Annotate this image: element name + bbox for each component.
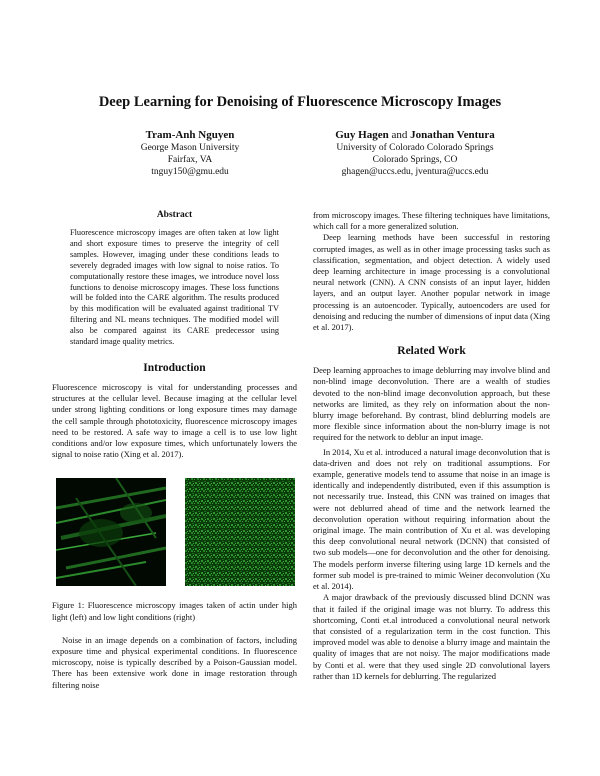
author-name: Tram-Anh Nguyen — [145, 129, 235, 141]
abstract-heading: Abstract — [156, 210, 193, 220]
paper-title: Deep Learning for Denoising of Fluorescence Microscopy Images — [98, 94, 502, 110]
section-heading-introduction: Introduction — [143, 361, 206, 374]
body-paragraph: from microscopy images. These filtering techniques have limitations, which call for a more generalized solution. — [313, 210, 550, 232]
section-heading-related-work: Related Work — [397, 345, 466, 358]
related-work-paragraph: In 2014, Xu et al. introduced a natural image deconvolution that is data-driven and does not rely on traditional assumptions. For example, generative models tend to assume that noise in an image is identically and independently distributed, even if this assumption is not necessarily true. Instead, this CNN was trained on images that were not deblurred ahead of time and the network learned the deconvolution operation without requiring information about the original image. The main contribution of Xu et al. was developing this deep convolutional neural network (DCNN) that consisted of two sub models—one for deconvolution and the other for denoising. The models perform inverse filtering using large 1D kernels and the former sub model is pre-trained to mimic Weiner deconvolution (Xu et al. 2014). — [313, 446, 550, 592]
figure-caption: Figure 1: Fluorescence microscopy images taken of actin under high light (left) and low light conditions (right) — [52, 600, 297, 622]
author-location: Fairfax, VA — [167, 155, 213, 165]
author-affiliation: University of Colorado Colorado Springs — [336, 143, 494, 153]
figure-image-low-light — [185, 478, 295, 586]
author-conjunction: and — [391, 129, 408, 141]
author-name: Jonathan Ventura — [410, 129, 495, 141]
author-email: tnguy150@gmu.edu — [151, 167, 229, 177]
author-name: Guy Hagen — [335, 129, 389, 141]
left-column — [52, 210, 297, 691]
intro-paragraph: Fluorescence microscopy is vital for understanding processes and structures at the cellular level. Because imaging at the cellular level under strong lighting conditions or long exposure times may damage the cell sample through phototoxicity, fluorescence microscopy images need to be restored. A safe way to image a cell is to use low light conditions and/or low exposure times, which unfortunately lowers the signal to noise ratio (Xing et al. 2017). — [52, 381, 297, 460]
right-column — [313, 210, 550, 682]
author-location: Colorado Springs, CO — [372, 155, 458, 165]
author-affiliation: George Mason University — [140, 143, 240, 153]
author-email: ghagen@uccs.edu, jventura@uccs.edu — [341, 167, 489, 177]
abstract-text: Fluorescence microscopy images are often taken at low light and short exposure times to preserve the integrity of cell samples. However, imaging under these conditions leads to severely degraded images with low signal to noise ratios. To computationally restore these images, we introduce novel loss functions to denoise microscopy images. These loss functions will be folded into the CARE algorithm. The results produced by this modification will be evaluated against traditional TV filtering and NL means techniques. The modified model will also be compared against its CARE predecessor using standard image quality metrics. — [70, 228, 279, 347]
intro-paragraph: Noise in an image depends on a combination of factors, including exposure time and physical experimental conditions. In fluorescence microscopy, noise is typically described by a Poison-Gaussian model. There has been extensive work done in image restoration through filtering noise — [52, 634, 297, 690]
author-names — [295, 128, 535, 142]
figure-1 — [56, 478, 295, 586]
body-paragraph: Deep learning methods have been successful in restoring corrupted images, as well as in other image processing tasks such as classification, segmentation, and object detection. A widely used deep learning architecture in image processing is a convolutional neural network (CNN). A CNN consists of an input layer, hidden layers, and an output layer. Another popular network in image processing is an autoencoder. Typically, autoencoders are used for denoising and reducing the number of dimensions of input data (Xing et al. 2017). — [313, 232, 551, 333]
related-work-paragraph: Deep learning approaches to image deblurring may involve blind and non-blind image deconvolution. There are a wealth of studies devoted to the non-blind image deconvolution approach, but these networks are limited, as they rely on information about the non-blurry image beforehand. By contrast, blind deblurring models are more flexible since information about the non-blurry image is not required for the network to deblur an input image. — [313, 365, 550, 443]
figure-image-high-light — [56, 478, 166, 586]
related-work-paragraph: A major drawback of the previously discussed blind DCNN was that it failed if the original image was not blurry. To address this shortcoming, Conti et.al introduced a convolutional neural network that consisted of a regularization term in the cost function. This improved model was able to denoise a blurry image and maintain the quality of images that are not noisy. The major modifications made by Conti et al. were that they used single 2D convolutional layers rather than 1D kernels for deblurring. The regularized — [313, 592, 550, 681]
author-block-right — [295, 128, 535, 178]
author-block-left — [110, 128, 270, 178]
